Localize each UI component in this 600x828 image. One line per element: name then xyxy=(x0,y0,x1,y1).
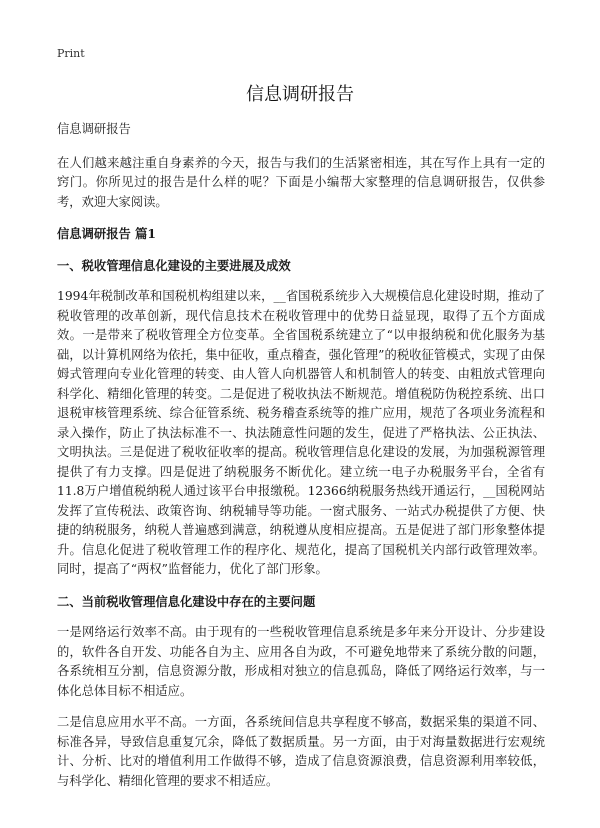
section1-paragraph: 1994年税制改革和国税机构组建以来，__省国税系统步入大规模信息化建设时期，推动了税收管理的改革创新，现代信息技术在税收管理中的优势日益显现，取得了五个方面成效。一是带来了税收管理全方位变革。全省国税系统建立了“以申报纳税和优化服务为基础，以计算机网络为依托，集中征收，重点稽查，强化管理”的税收征管模式，实现了由保姆式管理向专业化管理的转变、由人管人向机器管人和机制管人的转变、由粗放式管理向科学化、精细化管理的转变。二是促进了税收执法不断规范。增值税防伪税控系统、出口退税审核管理系统、综合征管系统、税务稽查系统等的推广应用，规范了各项业务流程和录入操作，防止了执法标准不一、执法随意性问题的发生，促进了严格执法、公正执法、文明执法。三是促进了税收征收率的提高。税收管理信息化建设的发展，为加强税源管理提供了有力支撑。四是促进了纳税服务不断优化。建立统一电子办税服务平台，全省有11.8万户增值税纳税人通过该平台申报缴税。12366纳税服务热线开通运行，__国税网站发挥了宣传税法、政策咨询、纳税辅导等功能。一窗式服务、一站式办税提供了方便、快捷的纳税服务，纳税人普遍感到满意，纳税遵从度相应提高。五是促进了部门形象整体提升。信息化促进了税收管理工作的程序化、规范化，提高了国税机关内部行政管理效率。同时，提高了“两权”监督能力，优化了部门形象。 xyxy=(57,289,545,576)
section1-heading: 一、税收管理信息化建设的主要进展及成效 xyxy=(57,257,291,273)
section2-paragraph-2: 二是信息应用水平不高。一方面，各系统间信息共享程度不够高，数据采集的渠道不同、标准各异，导致信息重复冗余，降低了数据质量。另一方面，由于对海量数据进行宏观统计、分析、比对的增值利用工作做得不够，造成了信息资源浪费，信息资源利用率较低，与科学化、精细化管理的要求不相适应。 xyxy=(57,715,545,788)
document-body xyxy=(57,120,545,803)
intro-paragraph: 在人们越来越注重自身素养的今天，报告与我们的生活紧密相连，其在写作上具有一定的窍门。你所见过的报告是什么样的呢？下面是小编帮大家整理的信息调研报告，仅供参考，欢迎大家阅读。 xyxy=(57,155,545,209)
section2-heading: 二、当前税收管理信息化建设中存在的主要问题 xyxy=(57,593,316,609)
document-title: 信息调研报告 xyxy=(246,84,354,105)
print-label[interactable]: Print xyxy=(57,47,85,60)
part-title: 信息调研报告 篇1 xyxy=(57,226,156,241)
document-subtitle: 信息调研报告 xyxy=(57,122,131,136)
section2-paragraph-1: 一是网络运行效率不高。由于现有的一些税收管理信息系统是多年来分开设计、分步建设的，软件各自开发、功能各自为主、应用各自为政，不可避免地带来了系统分散的问题，各系统相互分割，信息资源分散，形成相对独立的信息孤岛，降低了网络运行效率，与一体化总体目标不相适应。 xyxy=(57,625,545,698)
